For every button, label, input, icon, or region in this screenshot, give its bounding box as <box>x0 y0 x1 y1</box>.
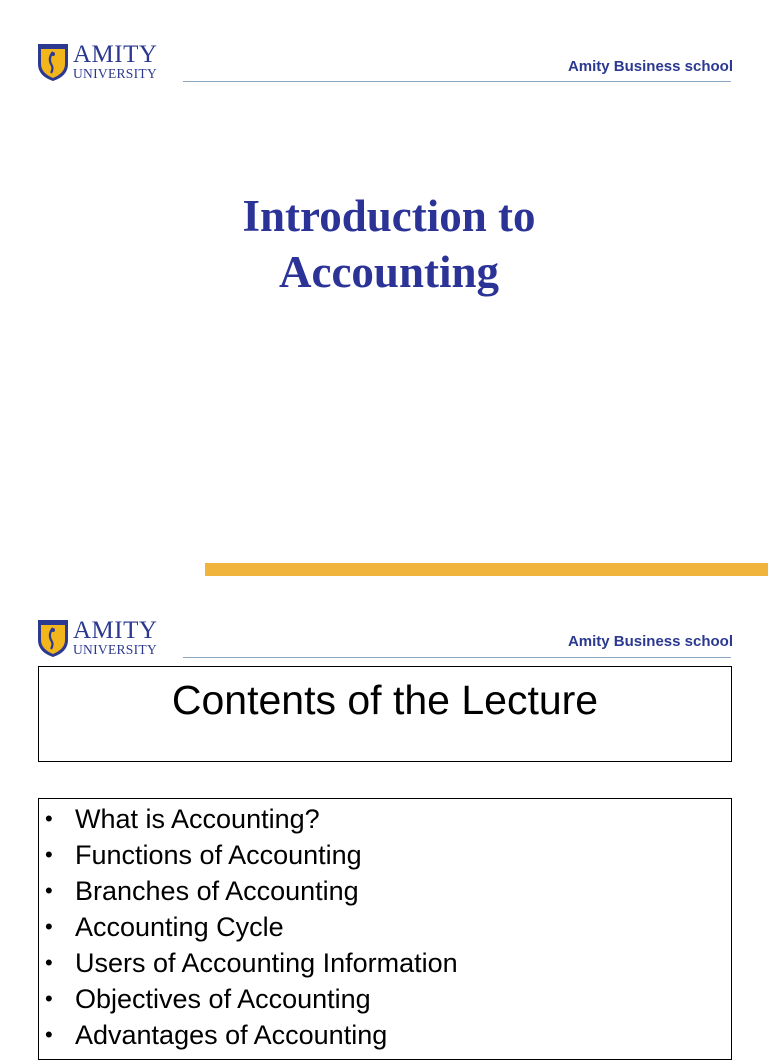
list-item-text: What is Accounting? <box>75 804 320 834</box>
list-item-text: Advantages of Accounting <box>75 1020 388 1050</box>
list-item-text: Objectives of Accounting <box>75 984 371 1014</box>
slide-title <box>0 188 778 300</box>
amity-shield-icon <box>36 616 70 658</box>
contents-title: Contents of the Lecture <box>171 677 599 723</box>
school-name: Amity Business school <box>567 633 733 650</box>
amity-logo <box>36 616 157 658</box>
list-item <box>45 801 731 837</box>
bullet-icon: • <box>45 842 53 867</box>
list-item <box>45 873 731 909</box>
contents-list <box>39 799 731 1053</box>
header-divider <box>183 657 731 658</box>
list-item-text: Users of Accounting Information <box>75 948 458 978</box>
bullet-icon: • <box>45 914 53 939</box>
list-item <box>45 909 731 945</box>
list-item <box>45 837 731 873</box>
logo-word-university: UNIVERSITY <box>73 65 157 81</box>
list-item <box>45 981 731 1017</box>
bullet-icon: • <box>45 806 53 831</box>
bullet-icon: • <box>45 950 53 975</box>
list-item <box>45 1017 731 1053</box>
list-item-text: Functions of Accounting <box>75 840 362 870</box>
list-item <box>45 945 731 981</box>
amity-logo <box>36 40 157 82</box>
contents-list-box <box>38 798 732 1060</box>
bullet-icon: • <box>45 986 53 1011</box>
header-divider <box>183 81 731 82</box>
contents-slide <box>0 576 768 1050</box>
logo-word-amity: AMITY <box>73 40 158 68</box>
accent-bar <box>205 563 768 576</box>
bullet-icon: • <box>45 1022 53 1047</box>
bullet-icon: • <box>45 878 53 903</box>
slide-title-line-2: Accounting <box>278 247 499 297</box>
amity-shield-icon <box>36 40 70 82</box>
logo-word-amity: AMITY <box>73 616 158 644</box>
list-item-text: Accounting Cycle <box>75 912 284 942</box>
list-item-text: Branches of Accounting <box>75 876 359 906</box>
school-name: Amity Business school <box>567 58 733 75</box>
logo-word-university: UNIVERSITY <box>73 641 157 657</box>
contents-title-box <box>38 666 732 762</box>
slide-title-line-1: Introduction to <box>242 191 536 241</box>
